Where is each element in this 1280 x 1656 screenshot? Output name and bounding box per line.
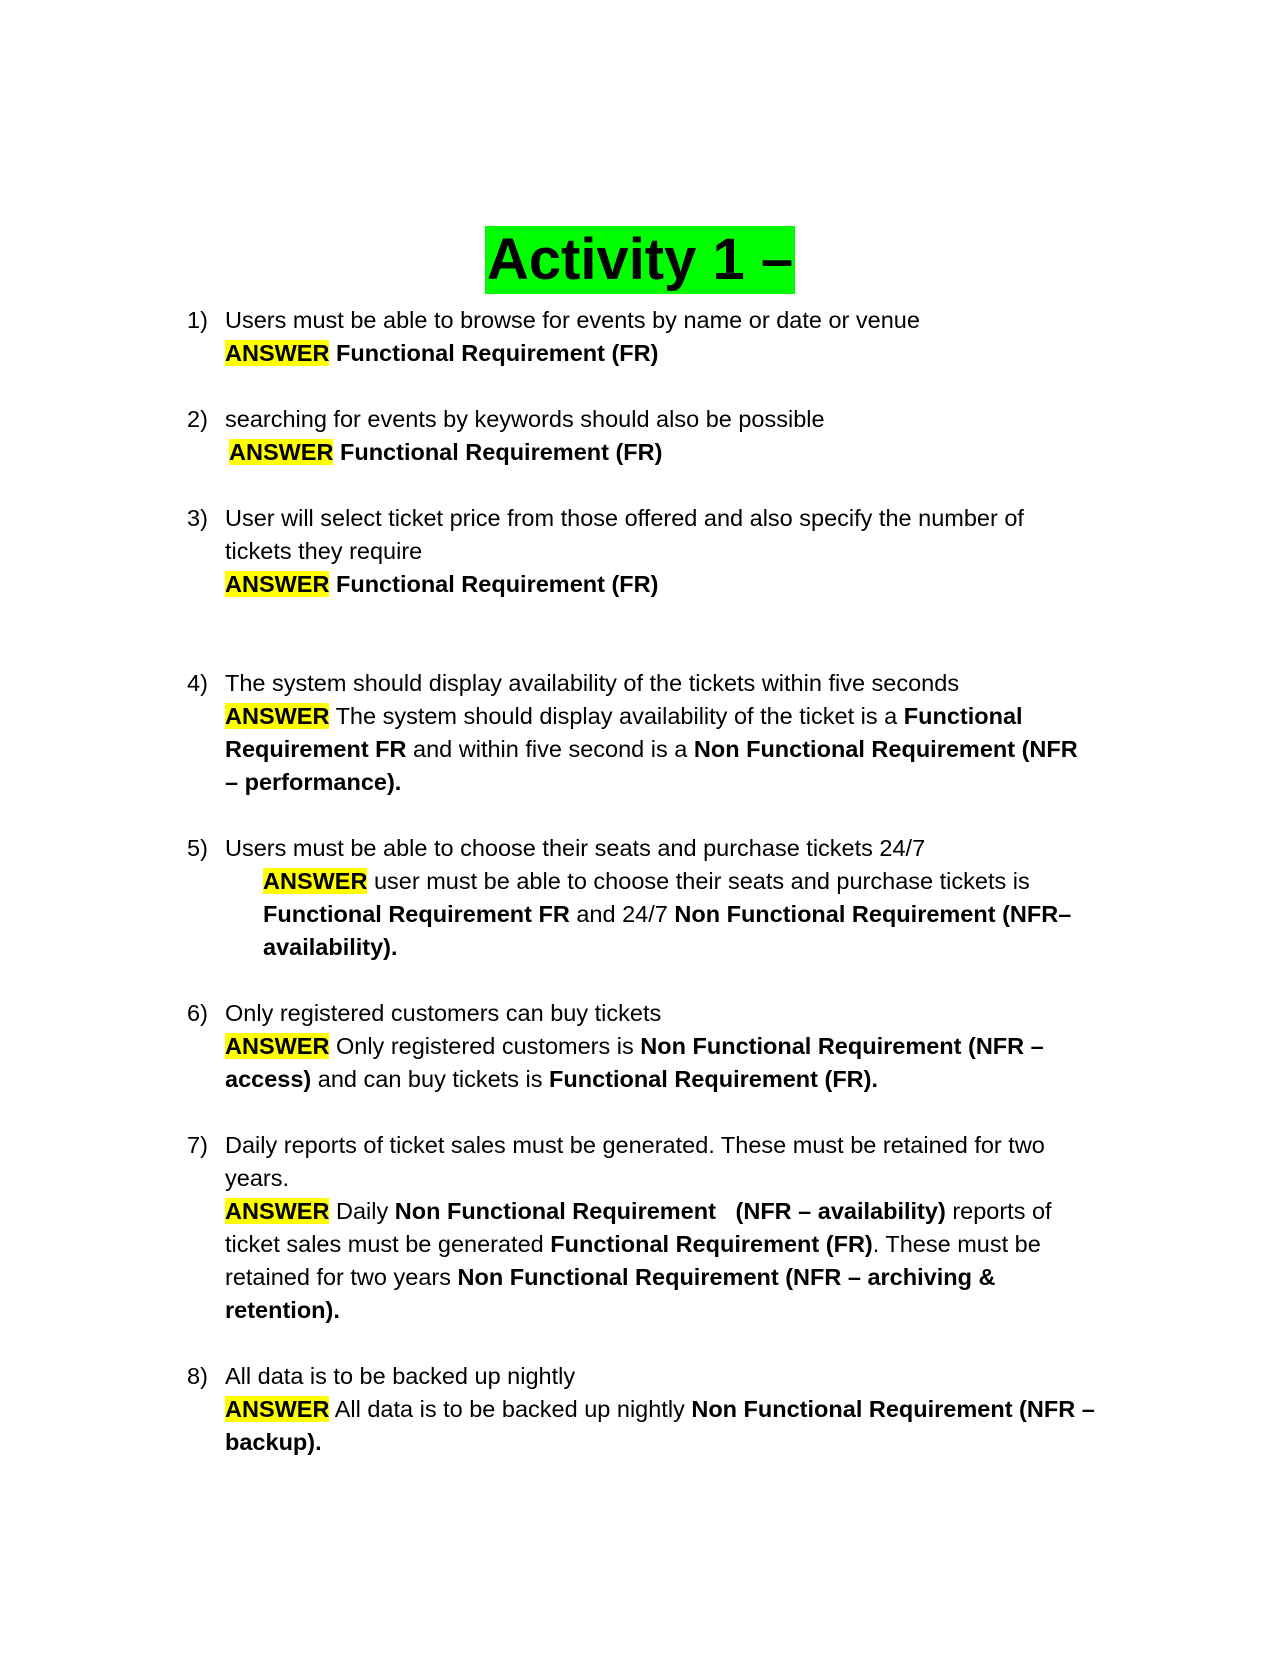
- item-question: Users must be able to browse for events by name or date or venue: [225, 307, 920, 333]
- item-body: [225, 997, 1095, 1096]
- answer-classification: Non Functional Requirement (NFR – access): [225, 1033, 1044, 1092]
- answer-label: ANSWER: [225, 1198, 330, 1224]
- item-question: Only registered customers can buy tickets: [225, 1000, 662, 1026]
- answer-label: ANSWER: [263, 868, 368, 894]
- item-body: [225, 304, 1095, 370]
- item-body: [225, 403, 1095, 469]
- answer-text: user must be able to choose their seats and purchase tickets is: [373, 868, 1030, 894]
- answer-text: All data is to be backed up nightly: [334, 1396, 685, 1422]
- answer-text: The system should display availability of the ticket is a: [335, 703, 898, 729]
- item-answer: [225, 1030, 1095, 1096]
- item-body: [225, 502, 1095, 601]
- answer-text: and within five second is a: [413, 736, 688, 762]
- answer-classification: Functional Requirement (FR).: [549, 1066, 878, 1092]
- answer-label: ANSWER: [225, 1033, 330, 1059]
- answer-classification: (NFR – availability): [735, 1198, 946, 1224]
- answer-text: and 24/7: [576, 901, 668, 927]
- item-number: 7): [187, 1132, 208, 1158]
- answer-text: reports of ticket sales must be generated: [225, 1198, 1052, 1257]
- item-number: 1): [187, 307, 208, 333]
- answer-text: Daily: [335, 1198, 389, 1224]
- item-question: All data is to be backed up nightly: [225, 1363, 576, 1389]
- item-question: Users must be able to choose their seats and purchase tickets 24/7: [225, 835, 926, 861]
- item-body: [225, 1129, 1095, 1327]
- answer-classification: Non Functional Requirement (NFR – backup).: [225, 1396, 1095, 1455]
- answer-label: ANSWER: [225, 340, 330, 366]
- item-question: User will select ticket price from those offered and also specify the number of tickets they require: [225, 505, 1024, 564]
- item-number: 3): [187, 505, 208, 531]
- answer-classification: Non Functional Requirement: [394, 1198, 716, 1224]
- page-title: Activity 1 –: [486, 227, 794, 292]
- answer-classification: Non Functional Requirement (NFR – performance).: [225, 736, 1078, 795]
- item-answer: [225, 865, 1095, 964]
- answer-text: and can buy tickets is: [317, 1066, 543, 1092]
- answer-classification: Functional Requirement FR: [263, 901, 570, 927]
- item-number: 4): [187, 670, 208, 696]
- answer-text: . These must be retained for two years: [225, 1231, 1041, 1290]
- item-answer: [225, 337, 1095, 370]
- title-container: [0, 226, 1280, 294]
- answer-classification: Functional Requirement FR: [225, 703, 1023, 762]
- item-answer: [225, 700, 1095, 799]
- answer-label: ANSWER: [229, 439, 334, 465]
- answer-classification: Functional Requirement (FR): [335, 340, 659, 366]
- answer-label: ANSWER: [225, 571, 330, 597]
- answer-classification: Non Functional Requirement (NFR – archiving & retention).: [225, 1264, 996, 1323]
- item-number: 2): [187, 406, 208, 432]
- item-question: searching for events by keywords should also be possible: [225, 406, 825, 432]
- item-answer: [225, 436, 1095, 469]
- answer-classification: Functional Requirement (FR): [550, 1231, 873, 1257]
- answer-text: Only registered customers is: [335, 1033, 634, 1059]
- item-body: [225, 667, 1095, 799]
- item-answer: [225, 1195, 1095, 1327]
- item-answer: [225, 568, 1095, 601]
- item-question: Daily reports of ticket sales must be generated. These must be retained for two years.: [225, 1132, 1045, 1191]
- item-number: 8): [187, 1363, 208, 1389]
- answer-classification: Functional Requirement (FR): [335, 571, 659, 597]
- item-number: 5): [187, 835, 208, 861]
- item-number: 6): [187, 1000, 208, 1026]
- item-answer: [225, 1393, 1095, 1459]
- item-body: [225, 832, 1095, 964]
- answer-classification: Non Functional Requirement (NFR– availability).: [263, 901, 1072, 960]
- answer-label: ANSWER: [225, 703, 330, 729]
- item-body: [225, 1360, 1095, 1459]
- answer-label: ANSWER: [225, 1396, 330, 1422]
- item-question: The system should display availability of the tickets within five seconds: [225, 670, 960, 696]
- answer-classification: Functional Requirement (FR): [339, 439, 663, 465]
